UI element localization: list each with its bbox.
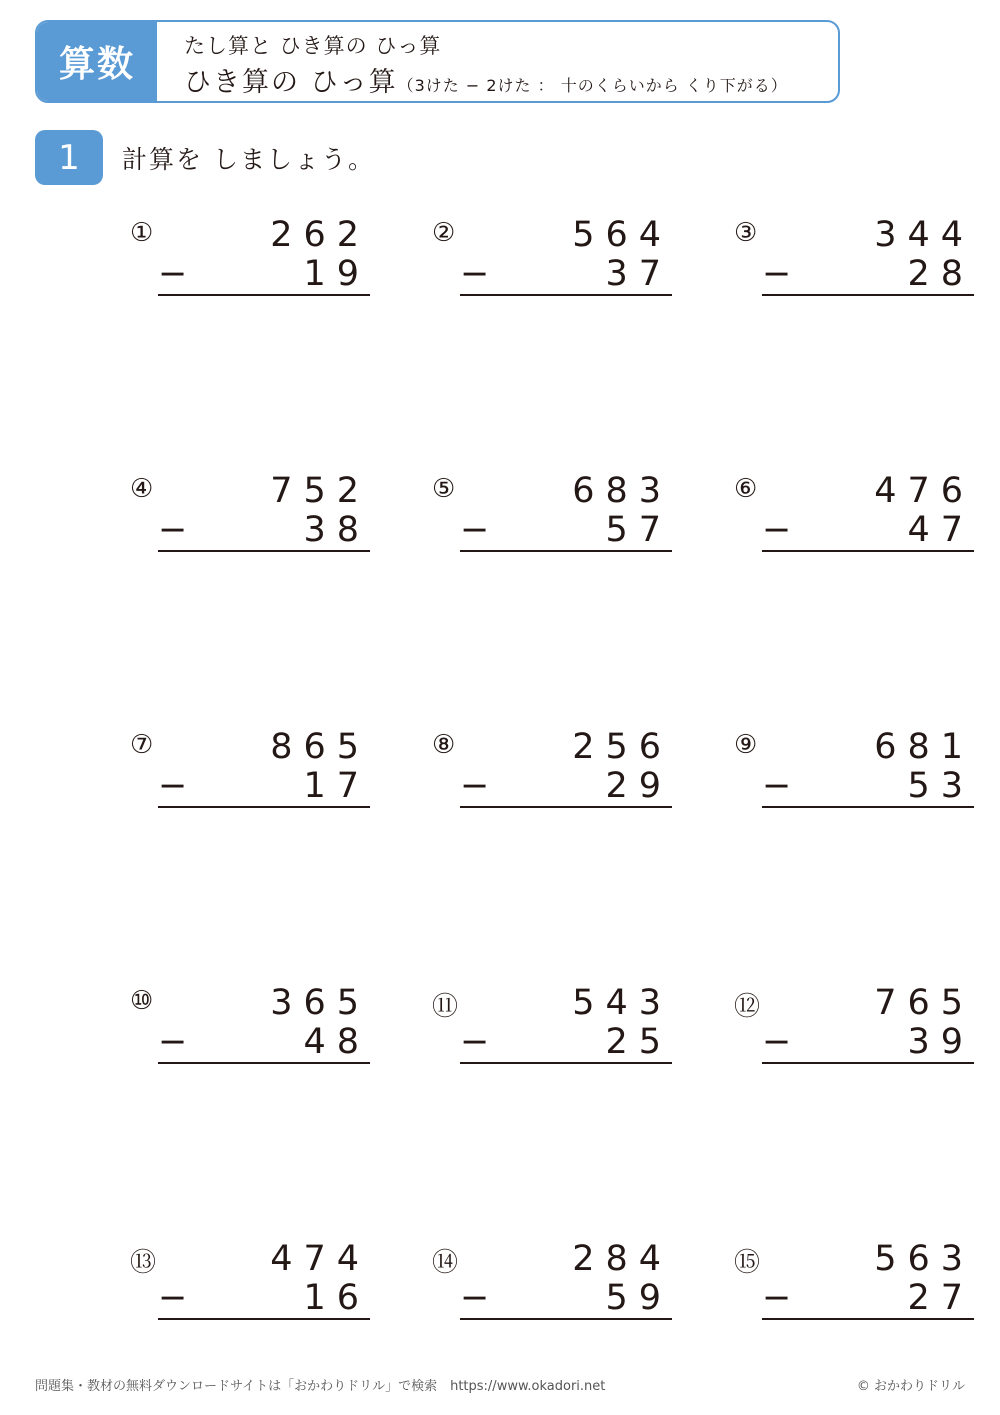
problem-number: ⑦ bbox=[130, 730, 154, 760]
subtrahend: 59 bbox=[605, 1278, 672, 1318]
minuend: 262 bbox=[270, 215, 370, 255]
answer-line bbox=[460, 294, 672, 296]
minuend: 564 bbox=[572, 215, 672, 255]
minuend: 474 bbox=[270, 1239, 370, 1279]
problem-number: ⑧ bbox=[432, 730, 456, 760]
answer-line bbox=[762, 1062, 974, 1064]
answer-line bbox=[762, 806, 974, 808]
problem-9 bbox=[734, 727, 974, 807]
subtrahend: 19 bbox=[303, 254, 370, 294]
minuend: 476 bbox=[874, 471, 974, 511]
series-title: たし算と ひき算の ひっ算 bbox=[184, 34, 442, 58]
problem-3 bbox=[734, 215, 974, 295]
instruction-text: 計算を しましょう。 bbox=[122, 145, 375, 174]
minuend: 344 bbox=[874, 215, 974, 255]
problem-8 bbox=[432, 727, 672, 807]
minuend: 543 bbox=[572, 983, 672, 1023]
problem-number: ⑨ bbox=[734, 730, 758, 760]
problem-number: ⑩ bbox=[130, 986, 154, 1016]
problem-10 bbox=[130, 983, 370, 1063]
minus-sign: − bbox=[460, 1278, 490, 1318]
minuend: 865 bbox=[270, 727, 370, 767]
problem-15 bbox=[734, 1239, 974, 1319]
answer-line bbox=[762, 294, 974, 296]
minuend: 563 bbox=[874, 1239, 974, 1279]
subtrahend: 25 bbox=[605, 1022, 672, 1062]
problem-number: ① bbox=[130, 218, 154, 248]
minus-sign: − bbox=[762, 510, 792, 550]
subtrahend: 37 bbox=[605, 254, 672, 294]
question-number-badge: 1 bbox=[35, 130, 103, 185]
minuend: 284 bbox=[572, 1239, 672, 1279]
answer-line bbox=[158, 806, 370, 808]
minus-sign: − bbox=[762, 766, 792, 806]
answer-line bbox=[158, 1318, 370, 1320]
footer-copyright: © おかわりドリル bbox=[856, 1379, 965, 1394]
problem-7 bbox=[130, 727, 370, 807]
subject-label: 算数 bbox=[37, 22, 157, 101]
answer-line bbox=[158, 294, 370, 296]
minuend: 256 bbox=[572, 727, 672, 767]
minus-sign: − bbox=[460, 1022, 490, 1062]
answer-line bbox=[158, 550, 370, 552]
problem-number: ⑪ bbox=[432, 992, 459, 1022]
problem-4 bbox=[130, 471, 370, 551]
problem-number: ② bbox=[432, 218, 456, 248]
problem-11 bbox=[432, 983, 672, 1063]
problem-1 bbox=[130, 215, 370, 295]
minuend: 752 bbox=[270, 471, 370, 511]
problem-number: ⑮ bbox=[734, 1248, 761, 1278]
main-title-text: ひき算の ひっ算 bbox=[184, 67, 398, 98]
subtrahend: 38 bbox=[303, 510, 370, 550]
problem-number: ④ bbox=[130, 474, 154, 504]
minus-sign: − bbox=[158, 1022, 188, 1062]
subtrahend: 28 bbox=[907, 254, 974, 294]
minus-sign: − bbox=[762, 254, 792, 294]
answer-line bbox=[762, 550, 974, 552]
subtitle: （3けた − 2けた ： 十のくらいから くり下がる） bbox=[397, 76, 788, 95]
problem-5 bbox=[432, 471, 672, 551]
problem-12 bbox=[734, 983, 974, 1063]
problem-13 bbox=[130, 1239, 370, 1319]
minus-sign: − bbox=[762, 1022, 792, 1062]
subtrahend: 16 bbox=[303, 1278, 370, 1318]
minus-sign: − bbox=[158, 254, 188, 294]
minuend: 683 bbox=[572, 471, 672, 511]
answer-line bbox=[158, 1062, 370, 1064]
problem-number: ⑤ bbox=[432, 474, 456, 504]
minus-sign: − bbox=[460, 254, 490, 294]
subtrahend: 17 bbox=[303, 766, 370, 806]
page-title bbox=[184, 60, 788, 99]
minus-sign: − bbox=[460, 766, 490, 806]
minuend: 681 bbox=[874, 727, 974, 767]
problem-number: ⑫ bbox=[734, 992, 761, 1022]
answer-line bbox=[762, 1318, 974, 1320]
minuend: 765 bbox=[874, 983, 974, 1023]
minus-sign: − bbox=[158, 510, 188, 550]
minus-sign: − bbox=[158, 766, 188, 806]
worksheet-header bbox=[35, 20, 840, 103]
subtrahend: 53 bbox=[907, 766, 974, 806]
problem-14 bbox=[432, 1239, 672, 1319]
problem-number: ⑭ bbox=[432, 1248, 459, 1278]
answer-line bbox=[460, 1062, 672, 1064]
problem-2 bbox=[432, 215, 672, 295]
subtrahend: 27 bbox=[907, 1278, 974, 1318]
problem-number: ⑥ bbox=[734, 474, 758, 504]
subtrahend: 48 bbox=[303, 1022, 370, 1062]
problem-6 bbox=[734, 471, 974, 551]
minus-sign: − bbox=[762, 1278, 792, 1318]
problem-number: ⑬ bbox=[130, 1248, 157, 1278]
subtrahend: 47 bbox=[907, 510, 974, 550]
minus-sign: − bbox=[158, 1278, 188, 1318]
problem-number: ③ bbox=[734, 218, 758, 248]
footer-site-note: 問題集・教材の無料ダウンロードサイトは「おかわりドリル」で検索 https://www.okadori.net bbox=[35, 1379, 606, 1394]
subtrahend: 39 bbox=[907, 1022, 974, 1062]
answer-line bbox=[460, 806, 672, 808]
answer-line bbox=[460, 550, 672, 552]
subtrahend: 29 bbox=[605, 766, 672, 806]
subtrahend: 57 bbox=[605, 510, 672, 550]
answer-line bbox=[460, 1318, 672, 1320]
minuend: 365 bbox=[270, 983, 370, 1023]
minus-sign: − bbox=[460, 510, 490, 550]
